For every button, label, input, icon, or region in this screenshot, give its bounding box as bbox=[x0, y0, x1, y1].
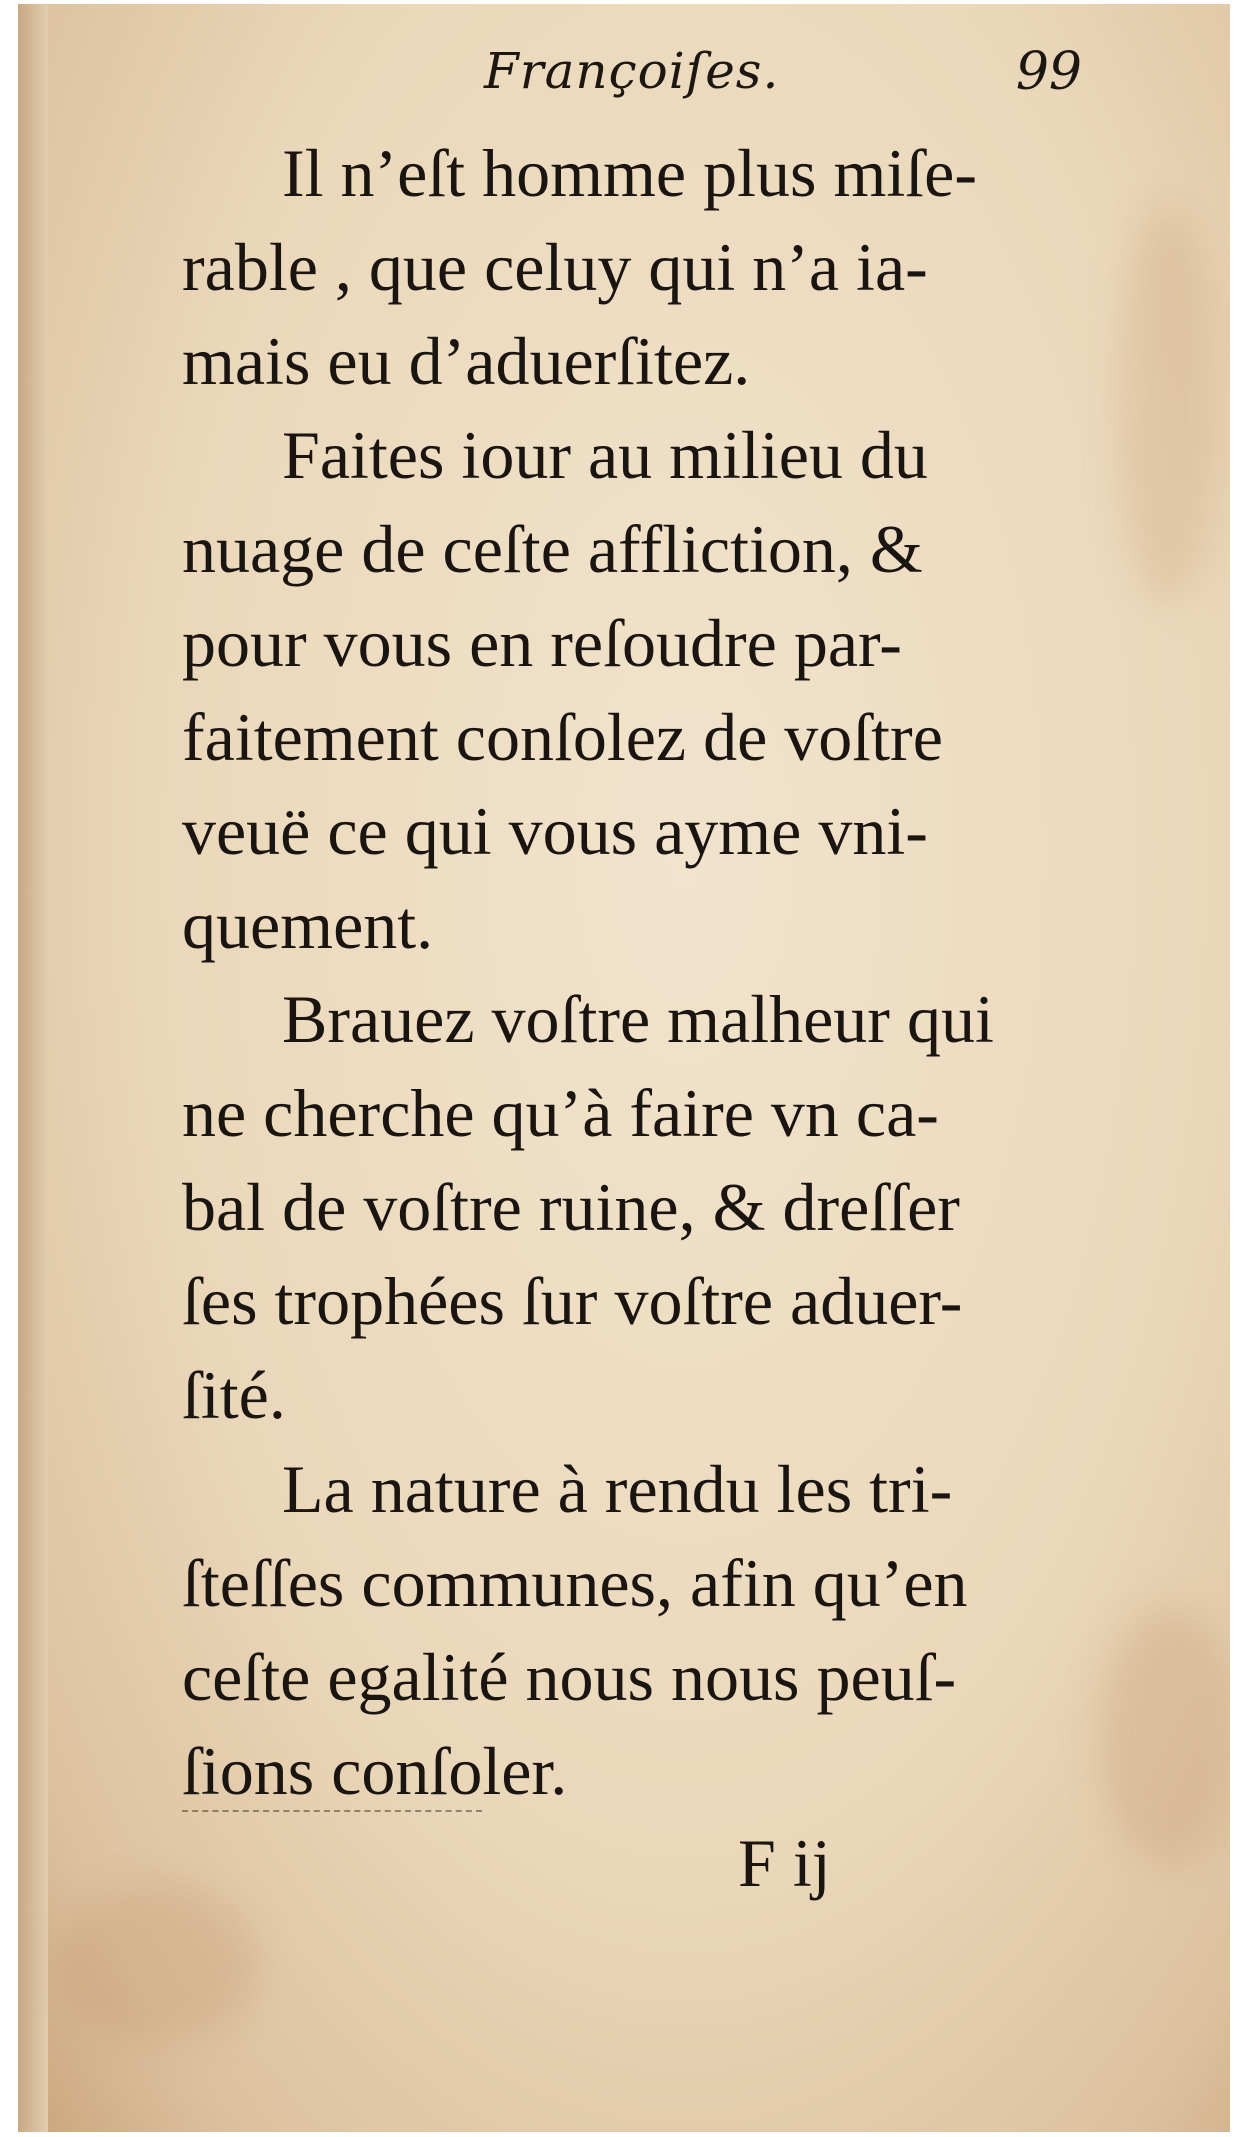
book-page bbox=[18, 4, 1230, 2132]
text-line: ſions conſoler. bbox=[182, 1733, 568, 1809]
text-line: quement. bbox=[182, 887, 434, 963]
text-line: mais eu d’aduerſitez. bbox=[182, 323, 751, 399]
text-line: faitement conſolez de voſtre bbox=[182, 699, 943, 775]
dashed-rule bbox=[182, 1810, 482, 1812]
text-line: Brauez voſtre malheur qui bbox=[282, 981, 994, 1057]
text-line: ſes trophées ſur voſtre aduer- bbox=[182, 1263, 963, 1339]
text-line: veuë ce qui vous ayme vni- bbox=[182, 793, 928, 869]
page-header bbox=[168, 42, 1088, 112]
text-line: ſteſſes communes, afin qu’en bbox=[182, 1545, 968, 1621]
text-line: Il n’eſt homme plus miſe- bbox=[282, 135, 977, 211]
text-line: bal de voſtre ruine, & dreſſer bbox=[182, 1169, 960, 1245]
text-line: ſité. bbox=[182, 1357, 286, 1433]
text-line: ne cherche qu’à faire vn ca- bbox=[182, 1075, 939, 1151]
paper-stain bbox=[1118, 204, 1218, 604]
page-number: 99 bbox=[1015, 42, 1082, 102]
text-line: nuage de ceſte affliction, & bbox=[182, 511, 923, 587]
text-line: ceſte egalité nous nous peuſ- bbox=[182, 1639, 957, 1715]
text-line: pour vous en reſoudre par- bbox=[182, 605, 902, 681]
body-text bbox=[182, 126, 1122, 1818]
signature-mark: F ij bbox=[738, 1825, 831, 1901]
text-line: La nature à rendu les tri- bbox=[282, 1451, 953, 1527]
running-title: Françoiſes. bbox=[484, 42, 780, 100]
paper-stain bbox=[58, 1884, 258, 2044]
text-line: Faites iour au milieu du bbox=[282, 417, 928, 493]
text-line: rable , que celuy qui n’a ia- bbox=[182, 229, 928, 305]
page-gutter bbox=[18, 4, 48, 2132]
